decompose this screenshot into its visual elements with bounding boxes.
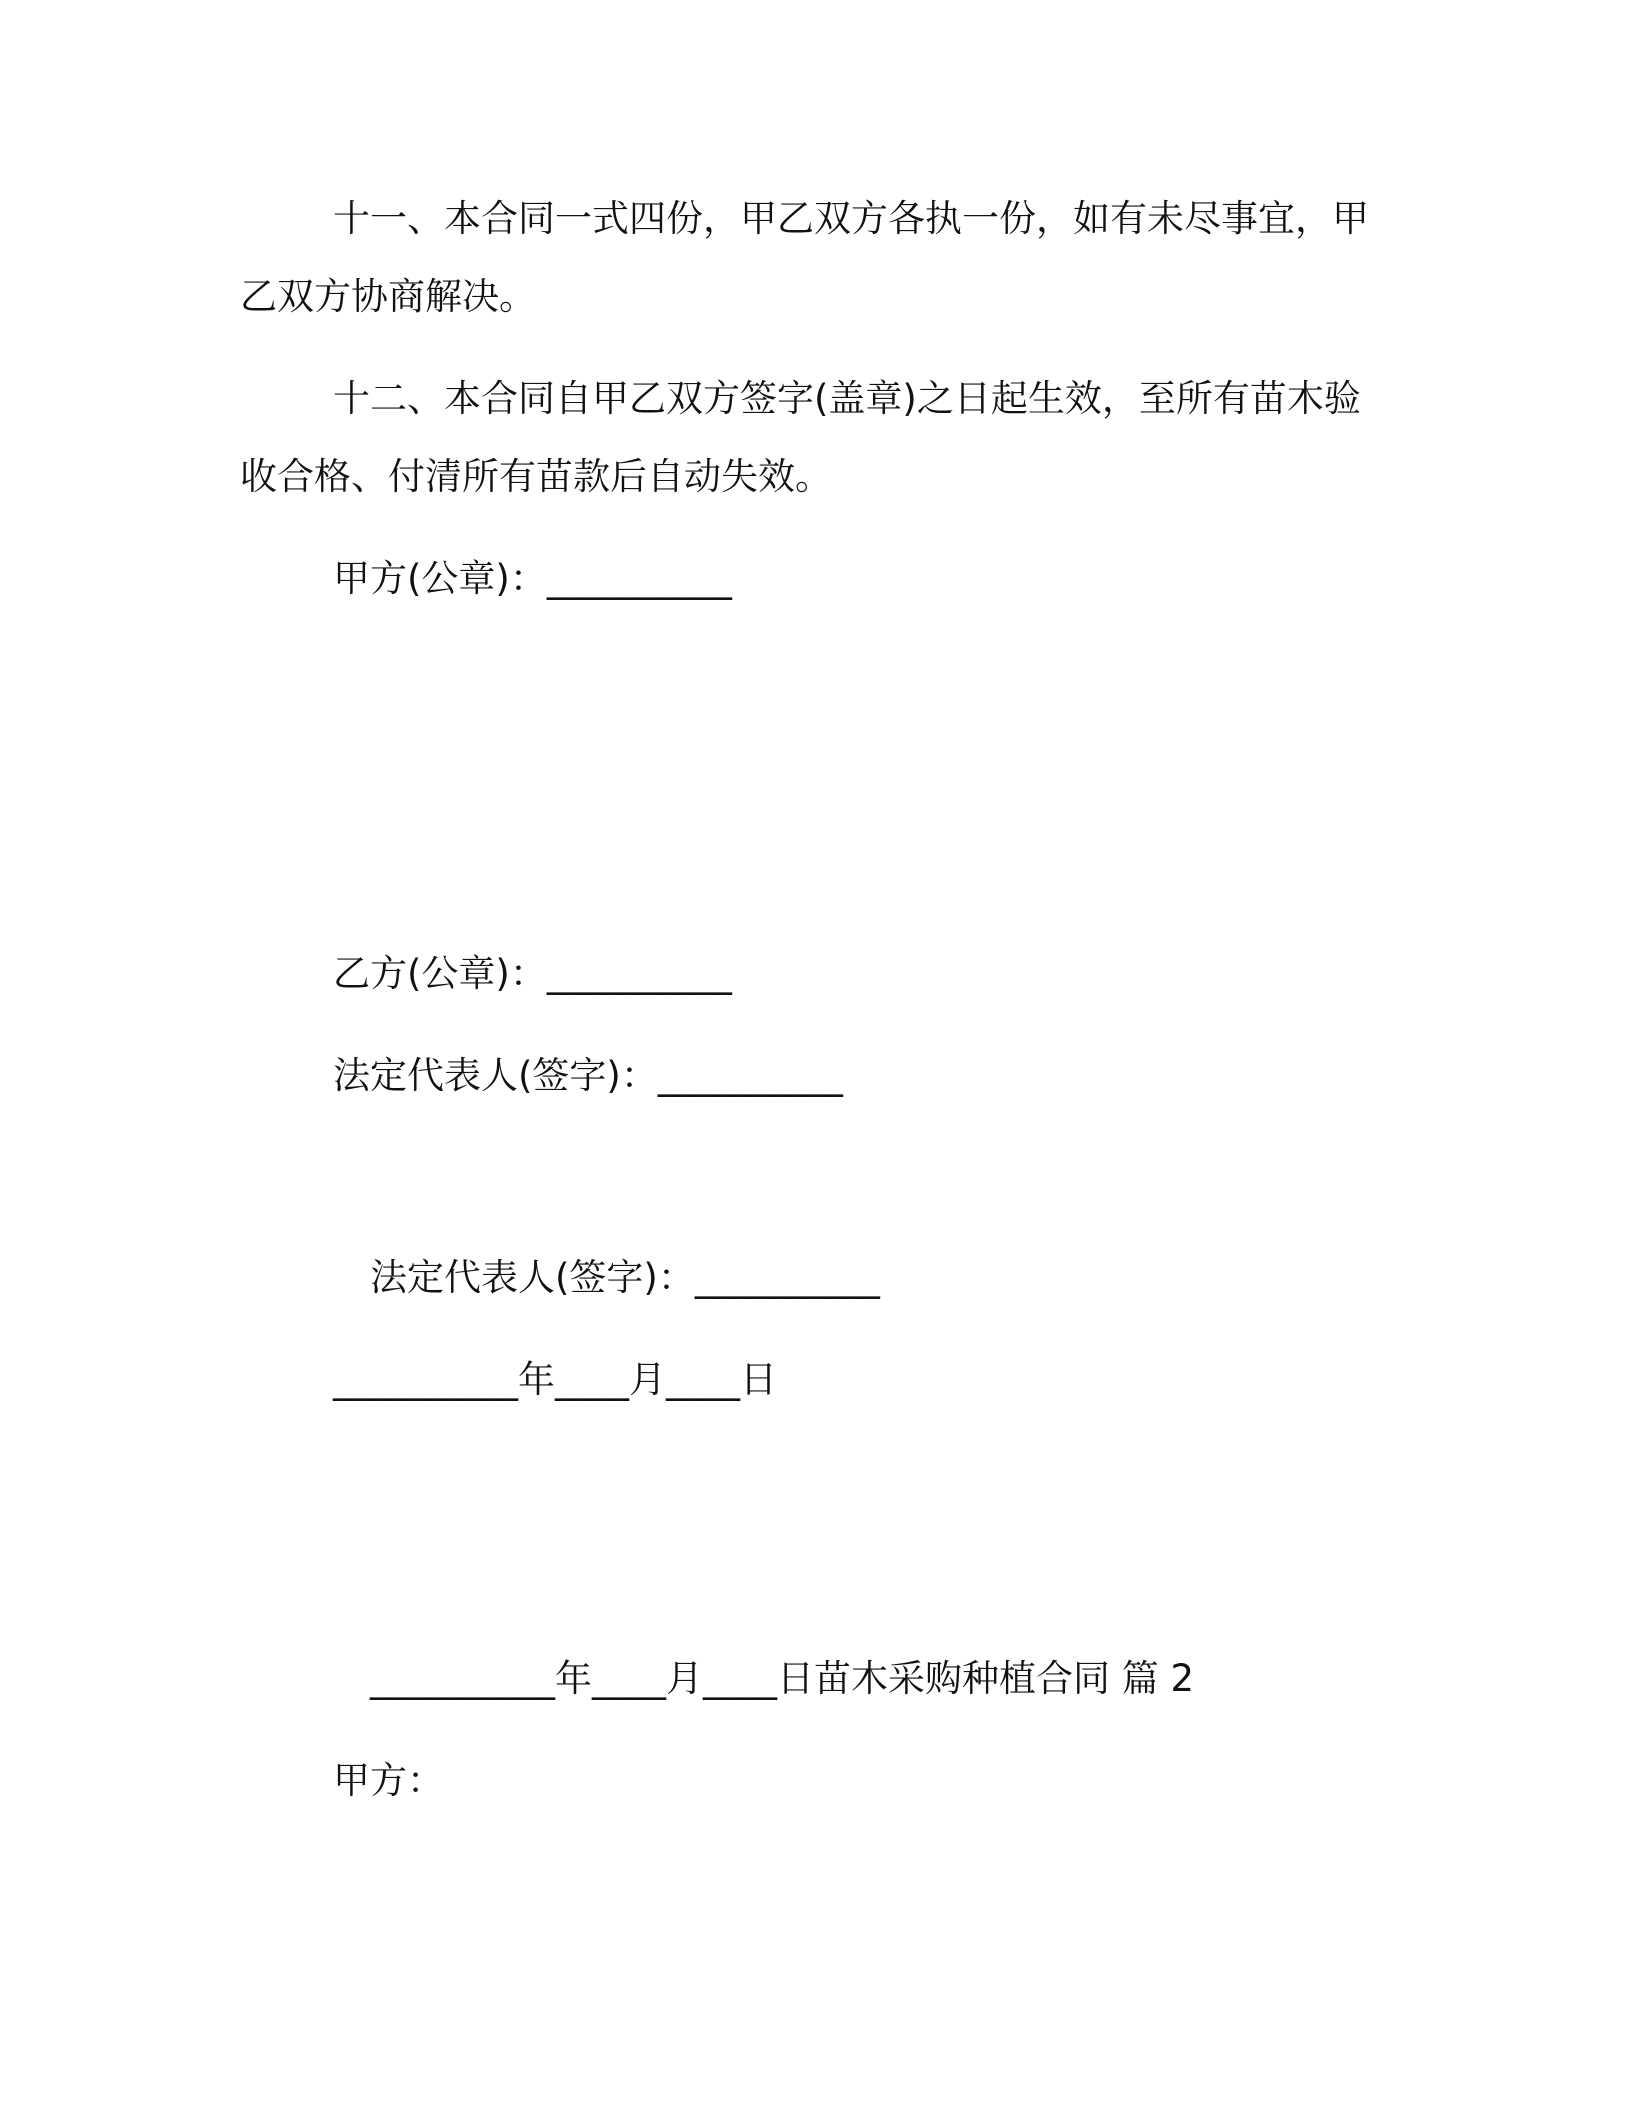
next-party-a-label: 甲方：: [333, 1759, 444, 1802]
clause-11-line-1: 十一、本合同一式四份，甲乙双方各执一份，如有未尽事宜，甲: [333, 197, 1369, 240]
legal-rep-signature-2: 法定代表人(签字)：__________: [370, 1256, 880, 1299]
next-contract-title: __________年____月____日苗木采购种植合同 篇 2: [370, 1657, 1195, 1700]
clause-12-line-1: 十二、本合同自甲乙双方签字(盖章)之日起生效，至所有苗木验: [333, 377, 1361, 420]
party-b-seal-field: 乙方(公章)：__________: [333, 952, 732, 995]
legal-rep-signature-1: 法定代表人(签字)：__________: [333, 1054, 843, 1097]
date-line: __________年____月____日: [333, 1358, 777, 1401]
clause-11-line-2: 乙双方协商解决。: [240, 275, 536, 318]
party-a-seal-field: 甲方(公章)：__________: [333, 557, 732, 600]
clause-12-line-2: 收合格、付清所有苗款后自动失效。: [240, 455, 832, 498]
